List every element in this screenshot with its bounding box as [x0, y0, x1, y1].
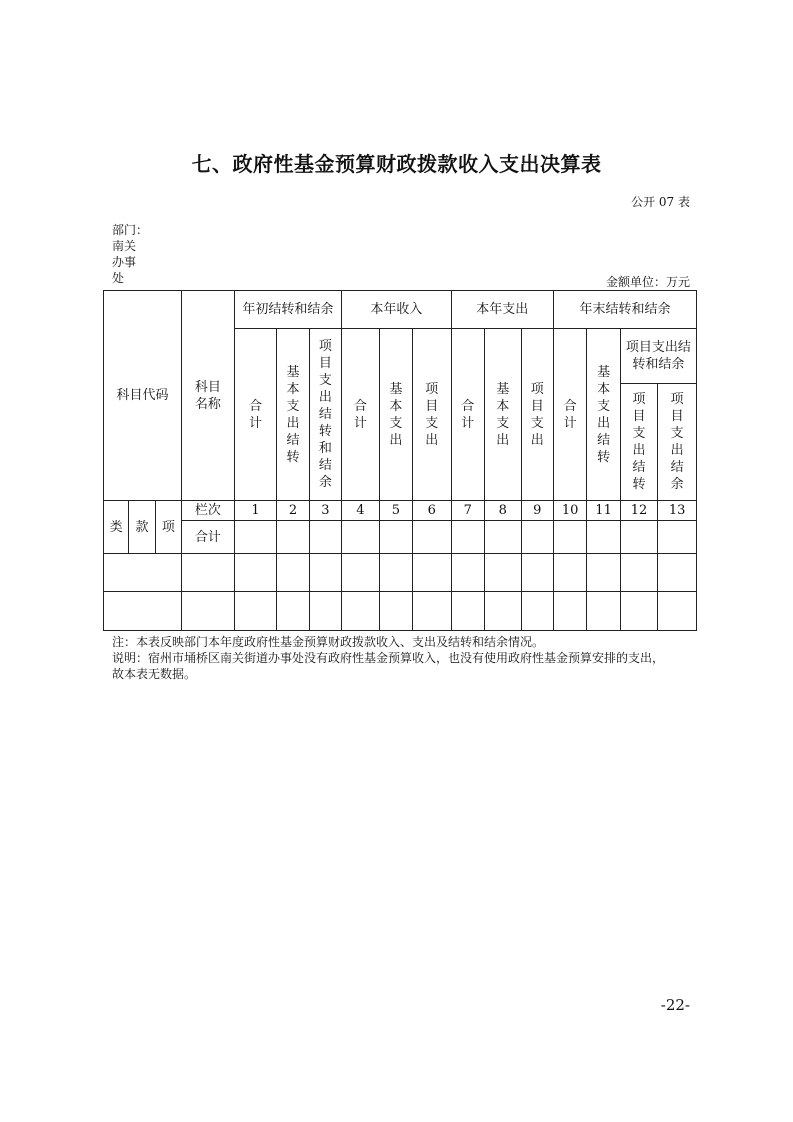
table-cell [309, 592, 341, 631]
column-number: 3 [309, 501, 341, 521]
table-notes [112, 634, 697, 682]
table-cell [182, 554, 235, 592]
row-label-kuan: 款 [129, 501, 155, 554]
table-cell [553, 592, 586, 631]
table-cell [277, 521, 309, 554]
table-cell [620, 554, 658, 592]
table-cell [620, 521, 658, 554]
table-cell [234, 554, 277, 592]
column-number: 12 [620, 501, 658, 521]
table-cell [451, 554, 484, 592]
header-col-13: 项目支出结余 [658, 384, 697, 501]
column-number: 2 [277, 501, 309, 521]
table-cell [277, 592, 309, 631]
table-cell [413, 554, 452, 592]
header-group-begin: 年初结转和结余 [234, 291, 341, 329]
table-cell [587, 554, 620, 592]
header-col-8: 基本支出 [485, 329, 521, 501]
table-cell [521, 521, 553, 554]
page-number: -22- [660, 996, 690, 1014]
column-number: 7 [451, 501, 484, 521]
column-number: 9 [521, 501, 553, 521]
table-cell [309, 554, 341, 592]
note-line: 说明：宿州市埇桥区南关街道办事处没有政府性基金预算收入，也没有使用政府性基金预算安排的支出， [112, 651, 665, 665]
header-col-5: 基本支出 [379, 329, 412, 501]
table-cell [451, 592, 484, 631]
table-cell [342, 554, 380, 592]
table-cell [658, 592, 697, 631]
header-group-end: 年末结转和结余 [553, 291, 696, 329]
row-label-lei: 类 [104, 501, 129, 554]
header-col-9: 项目支出 [521, 329, 553, 501]
table-cell [234, 521, 277, 554]
table-cell [587, 521, 620, 554]
table-cell [379, 554, 412, 592]
table-cell [277, 554, 309, 592]
dept-line: 办事 [112, 255, 137, 269]
column-number: 8 [485, 501, 521, 521]
table-cell [521, 592, 553, 631]
header-col-1: 合计 [234, 329, 277, 501]
table-cell [342, 592, 380, 631]
table-cell [485, 592, 521, 631]
note-line: 故本表无数据。 [112, 667, 197, 681]
header-col-4: 合计 [342, 329, 380, 501]
header-group-income: 本年收入 [342, 291, 451, 329]
table-cell [413, 521, 452, 554]
form-number: 公开 07 表 [631, 195, 690, 209]
dept-line: 处 [112, 271, 125, 285]
page-title: 七、政府性基金预算财政拨款收入支出决算表 [191, 152, 602, 176]
table-cell [658, 521, 697, 554]
dept-line: 南关 [112, 239, 137, 253]
table-cell [379, 592, 412, 631]
table-cell [234, 592, 277, 631]
table-cell [485, 554, 521, 592]
table-cell [553, 521, 586, 554]
row-label-heji: 合计 [182, 521, 235, 554]
table-cell [658, 554, 697, 592]
column-number: 11 [587, 501, 620, 521]
budget-table [103, 290, 697, 631]
table-cell [104, 592, 182, 631]
table-cell [553, 554, 586, 592]
header-group-expense: 本年支出 [451, 291, 553, 329]
header-col-3: 项目支出结转和结余 [309, 329, 341, 501]
column-number: 1 [234, 501, 277, 521]
header-col-7: 合计 [451, 329, 484, 501]
table-cell [413, 592, 452, 631]
column-number: 6 [413, 501, 452, 521]
table-cell [451, 521, 484, 554]
column-number: 13 [658, 501, 697, 521]
row-label-lanci: 栏次 [182, 501, 235, 521]
table-cell [379, 521, 412, 554]
header-sub-project: 项目支出结转和结余 [620, 329, 696, 384]
header-col-11: 基本支出结转 [587, 329, 620, 501]
table-cell [182, 592, 235, 631]
header-subject-code: 科目代码 [104, 291, 182, 501]
table-cell [342, 521, 380, 554]
table-cell [104, 554, 182, 592]
department-label [112, 222, 148, 286]
table-cell [587, 592, 620, 631]
table-cell [521, 554, 553, 592]
header-subject-name: 科目名称 [182, 291, 235, 501]
table-cell [309, 521, 341, 554]
row-label-xiang: 项 [155, 501, 181, 554]
table-cell [485, 521, 521, 554]
header-col-6: 项目支出 [413, 329, 452, 501]
amount-unit: 金额单位：万元 [605, 275, 690, 289]
column-number: 4 [342, 501, 380, 521]
dept-line: 部门： [112, 223, 149, 237]
header-col-2: 基本支出结转 [277, 329, 309, 501]
column-number: 5 [379, 501, 412, 521]
header-col-10: 合计 [553, 329, 586, 501]
note-line: 注：本表反映部门本年度政府性基金预算财政拨款收入、支出及结转和结余情况。 [112, 635, 545, 649]
header-col-12: 项目支出结转 [620, 384, 658, 501]
table-cell [620, 592, 658, 631]
column-number: 10 [553, 501, 586, 521]
